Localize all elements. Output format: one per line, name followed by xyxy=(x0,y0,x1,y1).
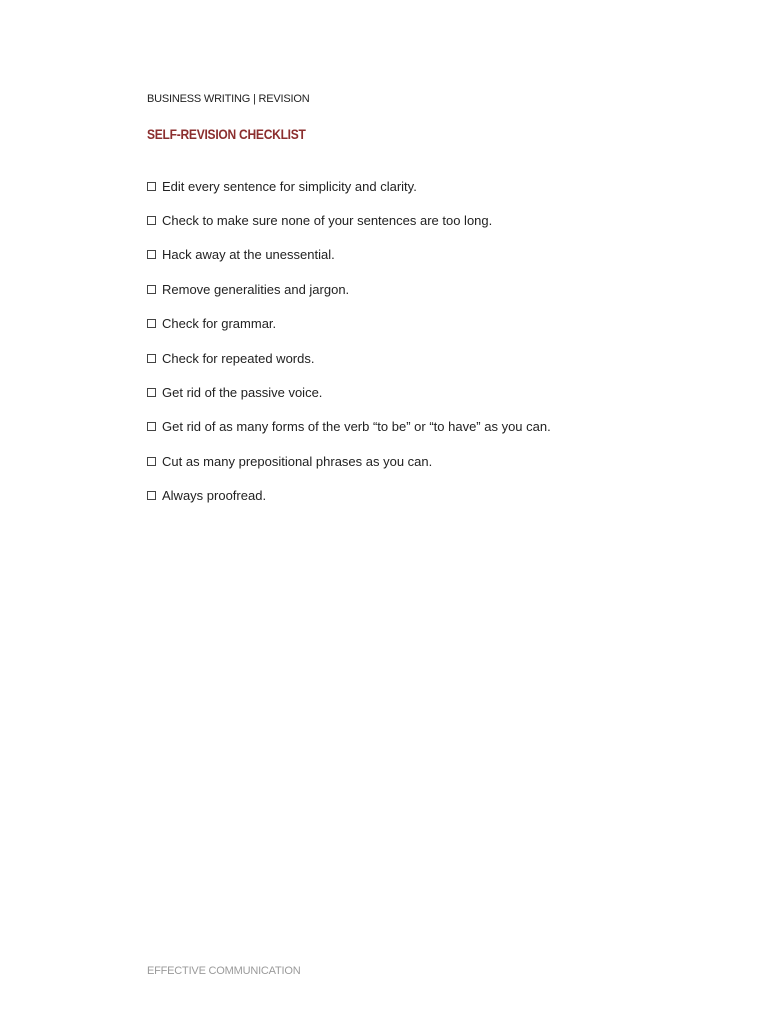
checklist-item-text: Get rid of as many forms of the verb “to be” or “to have” as you can. xyxy=(162,419,551,435)
checklist-item-text: Get rid of the passive voice. xyxy=(162,385,323,401)
checklist-item xyxy=(147,375,551,409)
checklist-item-text: Edit every sentence for simplicity and clarity. xyxy=(162,178,417,194)
checklist-item xyxy=(147,410,551,444)
empty-checkbox-icon xyxy=(147,216,156,225)
checklist-item xyxy=(147,203,551,237)
checklist-item xyxy=(147,341,551,375)
checklist-item-text: Cut as many prepositional phrases as you can. xyxy=(162,453,433,469)
section-title: SELF-REVISION CHECKLIST xyxy=(147,126,306,142)
empty-checkbox-icon xyxy=(147,182,156,191)
running-header: BUSINESS WRITING | REVISION xyxy=(147,93,310,105)
checklist-item-text: Check for repeated words. xyxy=(162,350,315,366)
empty-checkbox-icon xyxy=(147,457,156,466)
checklist-item-text: Hack away at the unessential. xyxy=(162,247,335,263)
empty-checkbox-icon xyxy=(147,354,156,363)
checklist-item xyxy=(147,169,551,203)
revision-checklist xyxy=(147,169,551,513)
checklist-item xyxy=(147,479,551,513)
empty-checkbox-icon xyxy=(147,422,156,431)
checklist-item-text: Check to make sure none of your sentences are too long. xyxy=(162,213,493,229)
checklist-item-text: Always proofread. xyxy=(162,488,267,504)
checklist-item xyxy=(147,444,551,478)
empty-checkbox-icon xyxy=(147,319,156,328)
empty-checkbox-icon xyxy=(147,388,156,397)
running-footer: EFFECTIVE COMMUNICATION xyxy=(147,965,301,977)
empty-checkbox-icon xyxy=(147,491,156,500)
checklist-item xyxy=(147,238,551,272)
checklist-item-text: Check for grammar. xyxy=(162,316,277,332)
checklist-item-text: Remove generalities and jargon. xyxy=(162,281,350,297)
empty-checkbox-icon xyxy=(147,250,156,259)
checklist-item xyxy=(147,272,551,306)
checklist-item xyxy=(147,307,551,341)
empty-checkbox-icon xyxy=(147,285,156,294)
